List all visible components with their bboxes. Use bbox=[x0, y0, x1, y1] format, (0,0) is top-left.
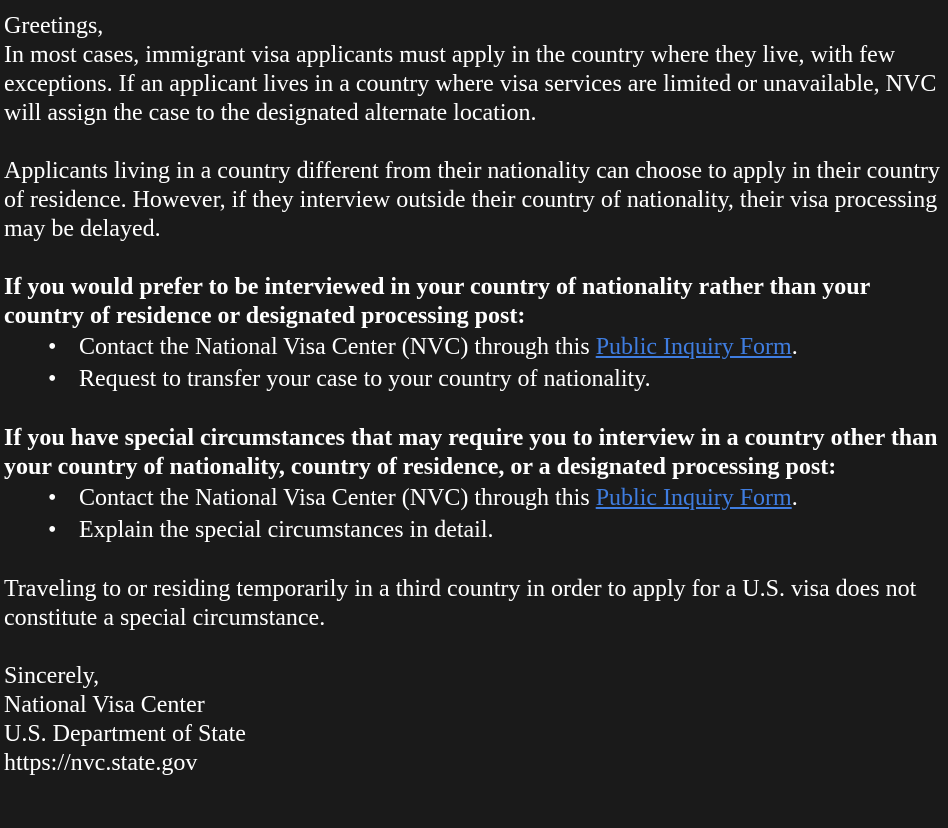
signature-block bbox=[4, 662, 944, 778]
public-inquiry-form-link[interactable]: Public Inquiry Form bbox=[595, 334, 792, 360]
nationality-section-heading bbox=[4, 273, 944, 331]
list-item bbox=[4, 331, 944, 363]
residence-line: of residence. However, if they interview outside their country of nationality, their visa processing bbox=[4, 187, 938, 213]
contact-text-suffix: . bbox=[791, 334, 798, 360]
signature-dept: U.S. Department of State bbox=[4, 721, 246, 747]
bullet-icon: • bbox=[48, 517, 57, 543]
intro-paragraph bbox=[4, 41, 944, 128]
paragraph-spacer bbox=[4, 244, 944, 273]
heading-line: If you would prefer to be interviewed in your country of nationality rather than your bbox=[4, 274, 871, 300]
heading-line: your country of nationality, country of residence, or a designated processing post: bbox=[4, 454, 837, 480]
list-item-text: Explain the special circumstances in detail. bbox=[79, 517, 494, 543]
third-country-paragraph bbox=[4, 575, 944, 633]
list-item bbox=[4, 514, 944, 546]
signature-closing: Sincerely, bbox=[4, 663, 100, 689]
list-item-text: Request to transfer your case to your country of nationality. bbox=[79, 366, 651, 392]
bullet-icon: • bbox=[48, 485, 57, 511]
greeting: Greetings, bbox=[4, 13, 104, 39]
list-item bbox=[4, 482, 944, 514]
nationality-steps-list bbox=[4, 331, 944, 395]
signature-url: https://nvc.state.gov bbox=[4, 750, 198, 776]
contact-text: Contact the National Visa Center (NVC) through this bbox=[79, 334, 596, 360]
third-country-line: constitute a special circumstance. bbox=[4, 605, 326, 631]
contact-text-suffix: . bbox=[791, 485, 798, 511]
intro-line: exceptions. If an applicant lives in a country where visa services are limited or unavailable, NVC bbox=[4, 71, 937, 97]
heading-line: country of residence or designated processing post: bbox=[4, 303, 526, 329]
bullet-icon: • bbox=[48, 366, 57, 392]
special-steps-list bbox=[4, 482, 944, 546]
paragraph-spacer bbox=[4, 128, 944, 157]
intro-line: will assign the case to the designated alternate location. bbox=[4, 100, 537, 126]
signature-org: National Visa Center bbox=[4, 692, 205, 718]
list-item-text bbox=[79, 331, 798, 363]
paragraph-spacer bbox=[4, 633, 944, 662]
residence-line: Applicants living in a country different from their nationality can choose to apply in their country bbox=[4, 158, 940, 184]
list-item bbox=[4, 363, 944, 395]
paragraph-spacer bbox=[4, 546, 944, 575]
contact-text: Contact the National Visa Center (NVC) through this bbox=[79, 485, 596, 511]
public-inquiry-form-link[interactable]: Public Inquiry Form bbox=[595, 485, 792, 511]
heading-line: If you have special circumstances that may require you to interview in a country other than bbox=[4, 425, 938, 451]
third-country-line: Traveling to or residing temporarily in a third country in order to apply for a U.S. visa does not bbox=[4, 576, 917, 602]
residence-line: may be delayed. bbox=[4, 216, 161, 242]
residence-paragraph bbox=[4, 157, 944, 244]
list-item-text bbox=[79, 482, 798, 514]
special-circumstances-heading bbox=[4, 424, 944, 482]
bullet-icon: • bbox=[48, 334, 57, 360]
paragraph-spacer bbox=[4, 395, 944, 424]
intro-line: In most cases, immigrant visa applicants must apply in the country where they live, with few bbox=[4, 42, 896, 68]
